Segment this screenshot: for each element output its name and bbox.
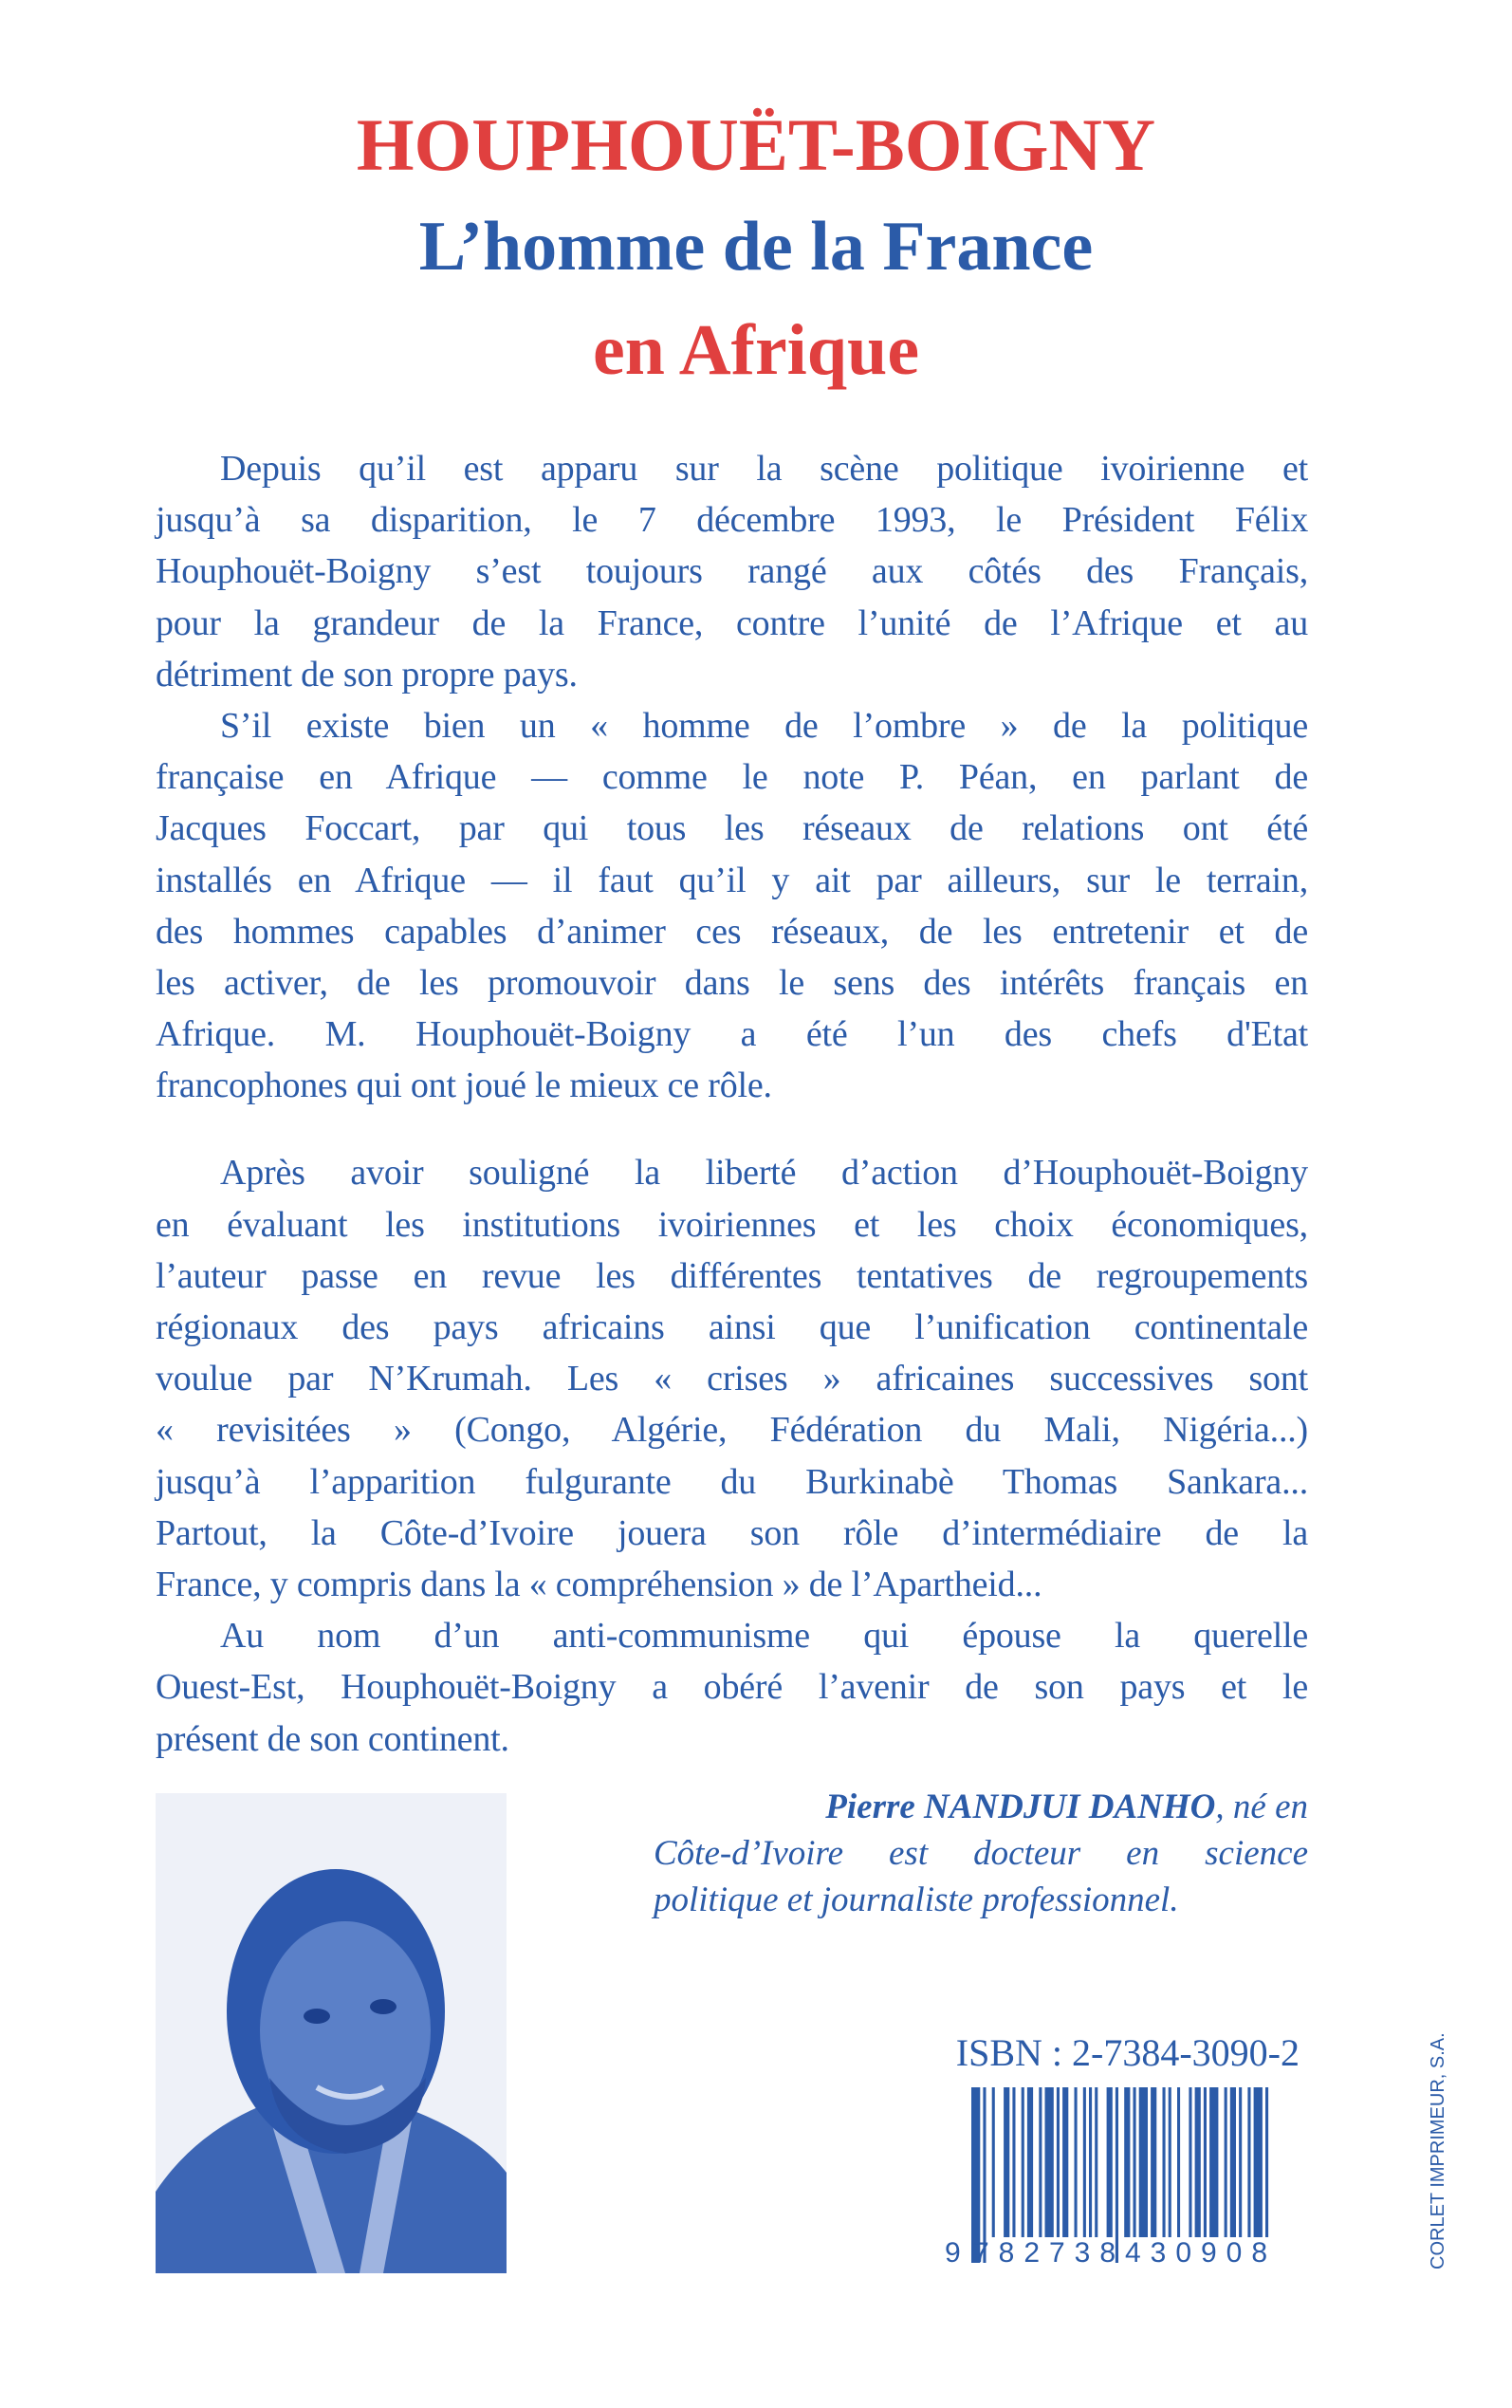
paragraph-3-line: l’auteur passe en revue les différentes tentatives de regroupements (156, 1255, 1308, 1296)
barcode-bar (1124, 2087, 1130, 2237)
paragraph-2-line: francophones qui ont joué le mieux ce rôle. (156, 1065, 772, 1106)
barcode-bar (1209, 2087, 1218, 2237)
barcode-bar (1062, 2087, 1068, 2237)
barcode-bar (1083, 2087, 1086, 2237)
book-title: HOUPHOUËT-BOIGNY (356, 103, 1156, 186)
author-bio-line3: politique et journaliste professionnel. (654, 1880, 1179, 1919)
paragraph-1-line: détriment de son propre pays. (156, 654, 578, 695)
paragraph-2-line: installés en Afrique — il faut qu’il y ait par ailleurs, sur le terrain, (156, 860, 1308, 900)
barcode-bars (971, 2087, 1268, 2263)
barcode-bar (1027, 2087, 1033, 2237)
barcode-digit-first: 9 (945, 2237, 961, 2268)
barcode-bar (1039, 2087, 1042, 2237)
barcode-bar (1195, 2087, 1201, 2237)
barcode-bar (1169, 2087, 1171, 2237)
barcode-bar (1163, 2087, 1166, 2237)
paragraph-1-line: pour la grandeur de la France, contre l’unité de l’Afrique et au (156, 602, 1308, 643)
paragraph-2-line: S’il existe bien un « homme de l’ombre » de la politique (220, 705, 1308, 746)
paragraph-3-line: voulue par N’Krumah. Les « crises » africaines successives sont (156, 1359, 1308, 1399)
paragraph-3-line: Partout, la Côte-d’Ivoire jouera son rôle d’intermédiaire de la (156, 1512, 1308, 1553)
paragraph-3-line: en évaluant les institutions ivoiriennes et les choix économiques, (156, 1204, 1308, 1245)
paragraph-2-line: des hommes capables d’animer ces réseaux, de les entretenir et de (156, 911, 1308, 952)
barcode-bar (1095, 2087, 1097, 2237)
paragraph-3-line: régionaux des pays africains ainsi que l’unification continentale (156, 1307, 1308, 1347)
author-bio-line1: , né en (1215, 1787, 1308, 1826)
paragraph-1-line: Houphouët-Boigny s’est toujours rangé aux côtés des Français, (156, 551, 1308, 592)
author-photo (156, 1793, 507, 2273)
barcode-bar (1057, 2087, 1060, 2237)
paragraph-4-line: Au nom d’un anti-communisme qui épouse la querelle (220, 1616, 1308, 1657)
barcode-bar (992, 2087, 995, 2237)
author-bio (654, 1784, 1308, 1923)
paragraph-3-line: « revisitées » (Congo, Algérie, Fédération du Mali, Nigéria...) (156, 1410, 1308, 1451)
barcode-bar (1239, 2087, 1242, 2237)
paragraph-2-line: française en Afrique — comme le note P. Péan, en parlant de (156, 757, 1308, 798)
paragraph-gap (156, 1111, 1308, 1147)
barcode-bar (1075, 2087, 1078, 2237)
barcode-bar (1265, 2087, 1268, 2237)
paragraph-4-line: Ouest-Est, Houphouët-Boigny a obéré l’avenir de son pays et le (156, 1667, 1308, 1708)
barcode-bar (1022, 2087, 1024, 2237)
author-bio-line2: Côte-d’Ivoire est docteur en science (654, 1834, 1308, 1873)
barcode-bar (1134, 2087, 1136, 2237)
printer-credit: CORLET IMPRIMEUR, S.A. (1428, 2032, 1448, 2269)
book-subtitle-line2: en Afrique (592, 310, 920, 390)
paragraph-2-line: Afrique. M. Houphouët-Boigny a été l’un des chefs d'Etat (156, 1014, 1308, 1055)
paragraph-1-line: jusqu’à sa disparition, le 7 décembre 1993, le Président Félix (156, 500, 1308, 541)
author-name: Pierre NANDJUI DANHO (825, 1787, 1216, 1826)
barcode-bar (1151, 2087, 1156, 2237)
barcode-bar (1045, 2087, 1054, 2237)
barcode-bar (1012, 2087, 1015, 2237)
barcode-bar (1225, 2087, 1227, 2237)
paragraph-3-line: Après avoir souligné la liberté d’action d’Houphouët-Boigny (220, 1153, 1308, 1194)
paragraph-2-line: Jacques Foccart, par qui tous les réseaux de relations ont été (156, 808, 1308, 849)
barcode-digits-left: 782738 (973, 2237, 1116, 2268)
paragraph-1-line: Depuis qu’il est apparu sur la scène politique ivoirienne et (220, 449, 1308, 489)
barcode-bar (1107, 2087, 1113, 2237)
barcode-bar (1254, 2087, 1263, 2237)
isbn-label: ISBN : 2-7384-3090-2 (955, 2031, 1300, 2074)
paragraph-3-line: France, y compris dans la « compréhension » de l’Apartheid... (156, 1564, 1042, 1604)
paragraph-2-line: les activer, de les promouvoir dans le sens des intérêts français en (156, 962, 1308, 1003)
barcode-bar (1230, 2087, 1236, 2237)
barcode-bar (1177, 2087, 1180, 2237)
barcode-bar (1004, 2087, 1009, 2237)
barcode-bar (1139, 2087, 1148, 2237)
barcode (945, 2087, 1286, 2268)
paragraph-4-line: présent de son continent. (156, 1718, 509, 1759)
barcode-bar (1189, 2087, 1191, 2237)
blurb-text (156, 443, 1308, 1765)
barcode-bar (1089, 2087, 1092, 2237)
paragraph-3-line: jusqu’à l’apparition fulgurante du Burkinabè Thomas Sankara... (156, 1461, 1308, 1502)
book-subtitle-line1: L’homme de la France (418, 208, 1094, 286)
barcode-digits-right: 430908 (1125, 2237, 1267, 2268)
barcode-bar (1116, 2087, 1118, 2263)
barcode-bar (1247, 2087, 1250, 2237)
barcode-bar (1204, 2087, 1207, 2237)
